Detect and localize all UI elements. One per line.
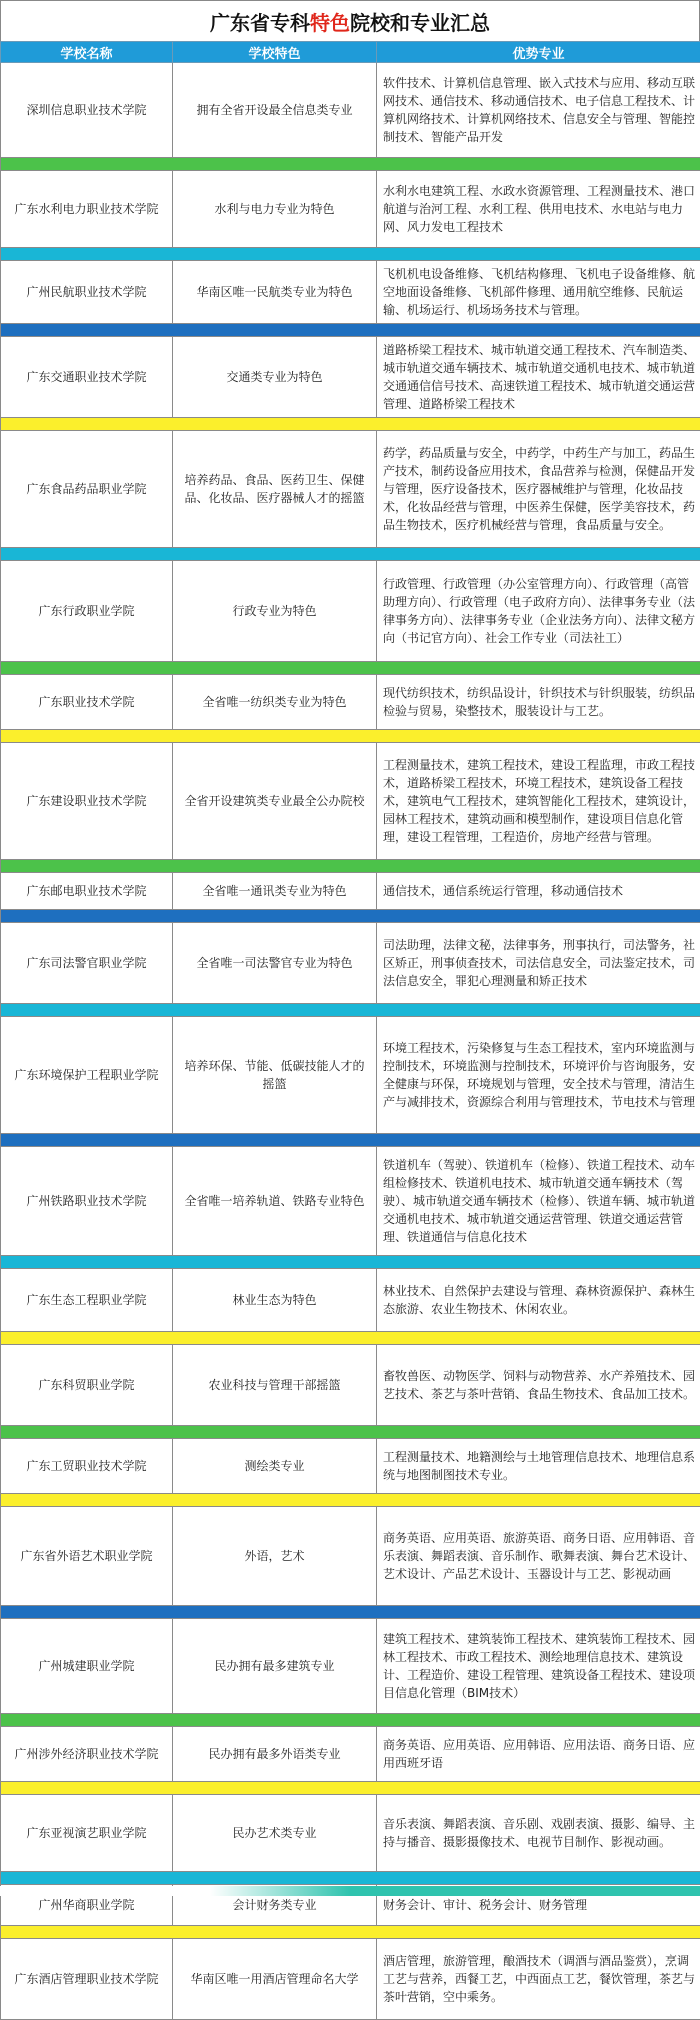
school-feature: 培养药品、食品、医药卫生、保健品、化妆品、医疗器械人才的摇篮	[173, 431, 377, 548]
school-name: 广东职业技术学院	[1, 675, 173, 730]
school-majors: 畜牧兽医、动物医学、饲料与动物营养、水产养殖技术、园艺技术、茶艺与茶叶营销、食品生物技术、食品加工技术。	[377, 1345, 700, 1426]
table-row	[1, 171, 700, 248]
school-feature: 民办艺术类专业	[173, 1795, 377, 1872]
row-divider	[1, 324, 700, 337]
table-row	[1, 1269, 700, 1332]
school-name: 广东交通职业技术学院	[1, 337, 173, 418]
school-name: 广州城建职业学院	[1, 1619, 173, 1714]
school-majors: 司法助理，法律文秘，法律事务，刑事执行，司法警务，社区矫正，刑事侦查技术，司法信息安全，司法鉴定技术，司法信息安全，罪犯心理测量和矫正技术	[377, 923, 700, 1004]
school-name: 广东邮电职业技术学院	[1, 873, 173, 910]
school-majors: 商务英语、应用英语、旅游英语、商务日语、应用韩语、音乐表演、舞蹈表演、音乐制作、歌舞表演、舞台艺术设计、艺术设计、产品艺术设计、玉器设计与工艺、影视动画	[377, 1507, 700, 1606]
school-feature: 华南区唯一民航类专业为特色	[173, 261, 377, 324]
school-name: 广东科贸职业学院	[1, 1345, 173, 1426]
table-row	[1, 1147, 700, 1256]
school-name: 广州涉外经济职业技术学院	[1, 1727, 173, 1782]
row-divider	[1, 418, 700, 431]
title-highlight: 特色	[310, 11, 350, 35]
school-feature: 交通类专业为特色	[173, 337, 377, 418]
school-feature: 全省唯一培养轨道、铁路专业特色	[173, 1147, 377, 1256]
row-divider	[1, 662, 700, 675]
school-feature: 全省唯一司法警官专业为特色	[173, 923, 377, 1004]
schools-table	[0, 41, 700, 2020]
title-prefix: 广东省专科	[210, 11, 310, 35]
school-feature: 全省唯一纺织类专业为特色	[173, 675, 377, 730]
row-divider	[1, 1782, 700, 1795]
table-row	[1, 675, 700, 730]
title-suffix: 院校和专业汇总	[350, 11, 490, 35]
school-majors: 环境工程技术，污染修复与生态工程技术，室内环境监测与控制技术，环境监测与控制技术，环境评价与咨询服务，安全健康与环保，环境规划与管理，安全技术与管理，清洁生产与减排技术，资源综合利用与管理技术，节电技术与管理	[377, 1017, 700, 1134]
school-feature: 民办拥有最多建筑专业	[173, 1619, 377, 1714]
school-name: 广东行政职业学院	[1, 561, 173, 662]
header-majors: 优势专业	[377, 42, 700, 63]
school-name: 广东生态工程职业学院	[1, 1269, 173, 1332]
table-row	[1, 1345, 700, 1426]
school-feature: 测绘类专业	[173, 1439, 377, 1494]
row-divider	[1, 1332, 700, 1345]
row-divider	[1, 1004, 700, 1017]
table-row	[1, 1507, 700, 1606]
school-name: 广州铁路职业技术学院	[1, 1147, 173, 1256]
table-row	[1, 923, 700, 1004]
table-row	[1, 1017, 700, 1134]
school-feature: 会计财务类专业	[173, 1885, 377, 1926]
table-row	[1, 561, 700, 662]
school-majors: 铁道机车（驾驶）、铁道机车（检修）、铁道工程技术、动车组检修技术、铁道机电技术、城市轨道交通车辆技术（驾驶）、城市轨道交通车辆技术（检修）、铁道车辆、城市轨道交通机电技术、城市轨道交通运营管理、铁道交通运营管理、铁道通信与信息化技术	[377, 1147, 700, 1256]
school-feature: 全省唯一通讯类专业为特色	[173, 873, 377, 910]
row-divider	[1, 1714, 700, 1727]
school-majors: 飞机机电设备维修、飞机结构修理、飞机电子设备维修、航空地面设备维修、飞机部件修理、通用航空维修、民航运输、机场运行、机场场务技术与管理。	[377, 261, 700, 324]
table-row	[1, 743, 700, 860]
table-row	[1, 63, 700, 158]
row-divider	[1, 548, 700, 561]
school-feature: 林业生态为特色	[173, 1269, 377, 1332]
row-divider	[1, 730, 700, 743]
school-feature: 行政专业为特色	[173, 561, 377, 662]
school-majors: 商务英语、应用英语、应用韩语、应用法语、商务日语、应用西班牙语	[377, 1727, 700, 1782]
school-name: 广东环境保护工程职业学院	[1, 1017, 173, 1134]
school-name: 深圳信息职业技术学院	[1, 63, 173, 158]
row-divider	[1, 1606, 700, 1619]
school-majors: 软件技术、计算机信息管理、嵌入式技术与应用、移动互联网技术、通信技术、移动通信技术、电子信息工程技术、计算机网络技术、计算机网络技术、信息安全与管理、智能控制技术、智能产品开发	[377, 63, 700, 158]
table-row	[1, 337, 700, 418]
school-majors: 行政管理、行政管理（办公室管理方向）、行政管理（高管助理方向）、行政管理（电子政府方向）、法律事务专业（法律事务方向）、法律事务专业（企业法务方向）、法律文秘方向（书记官方向）、社会工作专业（司法社工）	[377, 561, 700, 662]
school-name: 广东水利电力职业技术学院	[1, 171, 173, 248]
school-feature: 民办拥有最多外语类专业	[173, 1727, 377, 1782]
school-name: 广东酒店管理职业技术学院	[1, 1939, 173, 2020]
school-majors: 工程测量技术，建筑工程技术，建设工程监理，市政工程技术，道路桥梁工程技术，环境工程技术，建筑设备工程技术，建筑电气工程技术，建筑智能化工程技术，建筑设计，园林工程技术，建筑动画和模型制作，建设项目信息化管理，建设工程管理，工程造价，房地产经营与管理。	[377, 743, 700, 860]
school-name: 广东食品药品职业学院	[1, 431, 173, 548]
table-row	[1, 261, 700, 324]
row-divider	[1, 860, 700, 873]
row-divider	[1, 1134, 700, 1147]
table-row	[1, 1795, 700, 1872]
school-majors: 水利水电建筑工程、水政水资源管理、工程测量技术、港口航道与治河工程、水利工程、供用电技术、水电站与电力网、风力发电工程技术	[377, 171, 700, 248]
school-majors: 酒店管理，旅游管理，酿酒技术（调酒与酒品鉴赏），烹调工艺与营养，西餐工艺，中西面点工艺，餐饮管理，茶艺与茶叶营销，空中乘务。	[377, 1939, 700, 2020]
header-school-name: 学校名称	[1, 42, 173, 63]
row-divider	[1, 1494, 700, 1507]
row-divider	[1, 910, 700, 923]
school-majors: 音乐表演、舞蹈表演、音乐剧、戏剧表演、摄影、编导、主持与播音、摄影摄像技术、电视节目制作、影视动画。	[377, 1795, 700, 1872]
school-majors: 道路桥梁工程技术、城市轨道交通工程技术、汽车制造类、城市轨道交通车辆技术、城市轨道交通机电技术、城市轨道交通通信信号技术、高速铁道工程技术、城市轨道交通运营管理、道路桥梁工程技术	[377, 337, 700, 418]
row-divider	[1, 158, 700, 171]
school-feature: 拥有全省开设最全信息类专业	[173, 63, 377, 158]
school-name: 广东工贸职业技术学院	[1, 1439, 173, 1494]
school-name: 广东司法警官职业学院	[1, 923, 173, 1004]
title-row	[0, 0, 700, 41]
school-feature: 水利与电力专业为特色	[173, 171, 377, 248]
school-name: 广东亚视演艺职业学院	[1, 1795, 173, 1872]
table-row	[1, 431, 700, 548]
row-divider	[1, 1872, 700, 1885]
bottom-accent-bar	[0, 1886, 700, 1896]
table-header-row	[1, 42, 700, 63]
school-feature: 培养环保、节能、低碳技能人才的摇篮	[173, 1017, 377, 1134]
school-majors: 建筑工程技术、建筑装饰工程技术、建筑装饰工程技术、园林工程技术、市政工程技术、测绘地理信息技术、建筑设计、工程造价、建设工程管理、建筑设备工程技术、建设项目信息化管理（BIM技术）	[377, 1619, 700, 1714]
row-divider	[1, 1426, 700, 1439]
school-name: 广东建设职业技术学院	[1, 743, 173, 860]
table-row	[1, 1727, 700, 1782]
school-feature: 外语，艺术	[173, 1507, 377, 1606]
school-name: 广州民航职业技术学院	[1, 261, 173, 324]
school-name: 广州华商职业学院	[1, 1885, 173, 1926]
school-majors: 林业技术、自然保护去建设与管理、森林资源保护、森林生态旅游、农业生物技术、休闲农业。	[377, 1269, 700, 1332]
table-row	[1, 1619, 700, 1714]
row-divider	[1, 1926, 700, 1939]
school-majors: 现代纺织技术，纺织品设计，针织技术与针织服装，纺织品检验与贸易，染整技术，服装设计与工艺。	[377, 675, 700, 730]
school-feature: 农业科技与管理干部摇篮	[173, 1345, 377, 1426]
school-majors: 通信技术，通信系统运行管理，移动通信技术	[377, 873, 700, 910]
table-row	[1, 873, 700, 910]
row-divider	[1, 248, 700, 261]
school-feature: 全省开设建筑类专业最全公办院校	[173, 743, 377, 860]
school-majors: 药学，药品质量与安全，中药学，中药生产与加工，药品生产技术，制药设备应用技术，食品营养与检测，保健品开发与管理，医疗设备技术，医疗器械维护与管理，化妆品技术，化妆品经营与管理，中医养生保健，医学美容技术，药品生物技术，医疗机械经营与管理，食品质量与安全。	[377, 431, 700, 548]
page-title	[210, 7, 490, 36]
row-divider	[1, 1256, 700, 1269]
school-majors: 工程测量技术、地籍测绘与土地管理信息技术、地理信息系统与地图制图技术专业。	[377, 1439, 700, 1494]
school-majors: 财务会计、审计、税务会计、财务管理	[377, 1885, 700, 1926]
school-name: 广东省外语艺术职业学院	[1, 1507, 173, 1606]
header-school-feature: 学校特色	[173, 42, 377, 63]
school-feature: 华南区唯一用酒店管理命名大学	[173, 1939, 377, 2020]
table-row	[1, 1939, 700, 2020]
table-row	[1, 1439, 700, 1494]
